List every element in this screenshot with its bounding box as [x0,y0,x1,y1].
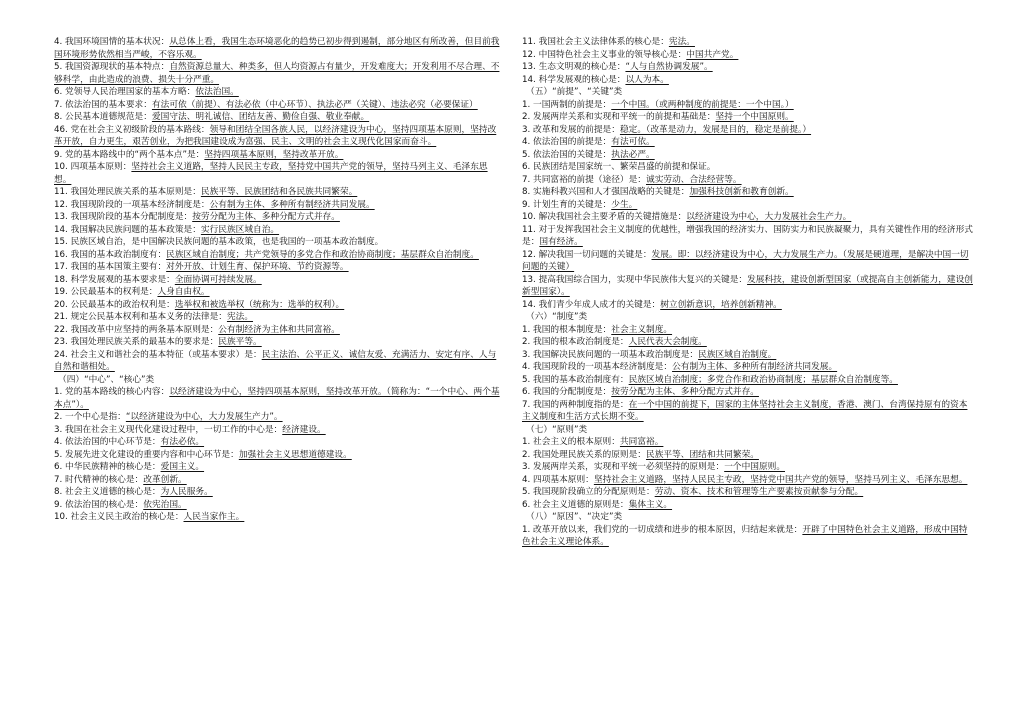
list-item [522,74,974,87]
list-item [54,111,500,124]
item-answer: 人民当家作主。 [183,512,245,522]
list-item [54,186,500,199]
list-item [54,36,500,61]
list-item [522,461,974,474]
item-answer: 发展科技，建设创新型国家（或提高自主创新能力，建设创新型国家）。 [522,274,973,297]
item-label: 11. 我国社会主义法律体系的核心是： [522,37,669,47]
list-item [54,161,500,186]
section-heading: （六）“制度”类 [526,312,588,322]
list-item: 15. 民族区域自治，是中国解决民族问题的基本政策，也是我国的一项基本政治制度。 [54,237,384,247]
item-answer: 诚实劳动、合法经营等。 [646,174,742,185]
item-label: 13. 生态文明观的核心是： [522,62,626,72]
list-item [54,386,500,411]
item-answer: 人民代表大会制度。 [628,337,707,347]
item-answer: 坚持社会主义道路，坚持人民民主专政，坚持党中国共产党的领导，坚持马列主义、毛泽东思想。 [593,474,968,485]
item-label: 6. 中华民族精神的核心是： [54,462,161,472]
item-answer: 坚持四项基本原则，坚持改革开放。 [204,149,344,160]
left-column [54,36,500,524]
list-item [522,211,974,224]
item-label: 2. 我国处理民族关系的原则是： [522,449,646,460]
item-answer: 少生。 [611,199,638,210]
item-answer: 劳动、资本、技术和管理等生产要素按贡献参与分配。 [654,487,864,497]
section-heading: （四）“中心”、“核心”类 [58,374,155,385]
item-label: 5. 我国的基本政治制度有： [522,374,629,385]
list-item [522,36,974,49]
section-heading: （八）“原因”、“决定”类 [526,512,623,522]
item-answer: 民主法治、公平正义、诚信友爱、充满活力、安定有序、人与自然和谐相处。 [54,349,497,372]
list-item [522,199,974,212]
list-item [54,86,500,99]
list-item [54,474,500,487]
item-label: 2. 一个中心是指： [54,412,126,422]
item-answer: 领导和团结全国各族人民，以经济建设为中心，坚持四项基本原则，坚持改革开放，自力更生，艰苦创业，为把我国建设成为富强、民主、文明的社会主义现代化国家而奋斗。 [54,124,497,147]
item-answer: 为人民服务。 [160,487,213,497]
item-answer: 树立创新意识，培养创新精神。 [660,299,782,310]
item-answer: 宪法。 [668,37,695,47]
list-item [54,286,500,299]
list-item [54,486,500,499]
list-item [54,274,500,287]
section-heading: （五）“前提”、“关键”类 [526,87,623,97]
item-label: 9. 依法治国的核心是： [54,499,144,510]
item-label: 7. 时代精神的核心是： [54,474,144,485]
item-answer: 以经济建设为中心，大力发展社会生产力。 [686,212,852,222]
item-answer: 经济建设。 [282,424,326,435]
item-answer: 共同富裕。 [619,437,664,447]
item-answer: “以经济建设为中心，大力发展生产力”。 [125,412,283,422]
list-item [54,424,500,437]
item-answer: 有法可依（前提）、有法必依（中心环节）、执法必严（关键）、违法必究（必要保证） [151,99,478,110]
item-label: 4. 我国现阶段的一项基本经济制度是： [522,362,673,372]
item-label: 12. 解决我国一切问题的关键是： [522,249,652,260]
list-item [522,49,974,62]
item-label: 5. 依法治国的关键是： [522,149,612,160]
item-label: 6. 党领导人民治理国家的基本方略： [54,87,196,97]
item-answer: 民族平等。 [218,337,262,347]
list-item [522,486,974,499]
item-label: 4. 四项基本原则： [522,474,594,485]
item-label: 7. 我国的两种制度指的是： [522,399,629,410]
list-item [54,61,500,86]
item-label: 5. 我国资源现状的基本特点： [54,62,170,72]
list-item [522,61,974,74]
item-answer: 加强科技创新和教育创新。 [689,187,794,197]
item-label: 9. 计划生育的关键是： [522,199,612,210]
right-column [522,36,974,549]
item-label: 3. 我国解决民族问题的一项基本政治制度是： [522,349,699,360]
item-answer: 从总体上看，我国生态环境恶化的趋势已初步得到遏制，部分地区有所改善，但目前我国环境形势依然相当严峻，不容乐观。 [54,37,500,60]
list-item [522,399,974,424]
item-label: 23. 我国处理民族关系的最基本的要求是： [54,337,219,347]
item-label: 5. 发展先进文化建设的重要内容和中心环节是： [54,449,239,460]
item-label: 7. 共同富裕的前提（途径）是： [522,174,646,185]
item-label: 3. 改革和发展的前提是： [522,124,620,135]
list-item [522,274,974,299]
item-answer: 依宪治国。 [143,499,187,510]
item-label: 1. 社会主义的根本原则： [522,437,620,447]
item-answer: 依法治国。 [195,87,239,97]
item-answer: 民族平等、团结和共同繁荣。 [646,449,759,460]
item-answer: 全面协调可持续发展。 [174,274,262,285]
list-item [54,149,500,162]
item-answer: 执法必严。 [611,149,655,160]
list-item [54,449,500,462]
list-item [54,99,500,112]
list-item [522,386,974,399]
item-answer: 社会主义制度。 [611,324,673,335]
item-label: 13. 我国现阶段的基本分配制度是： [54,212,193,222]
item-label: 13. 提高我国综合国力，实现中华民族伟大复兴的关键是： [522,274,748,285]
item-answer: 集体主义。 [628,499,673,510]
list-item [54,261,500,274]
item-answer: 民族区域自治制度；多党合作和政治协商制度；基层群众自治制度等。 [628,374,898,385]
item-answer: 爱国守法、明礼诚信、团结友善、勤俭自强、敬业奉献。 [151,112,370,122]
item-answer: 人身自由权。 [157,287,210,297]
list-item [522,499,974,512]
item-label: 46. 党在社会主义初级阶段的基本路线： [54,124,210,135]
item-answer: 坚持社会主义道路，坚持人民民主专政，坚持党中国共产党的领导，坚持马列主义、毛泽东思想。 [54,162,488,185]
item-answer: 一个中国原则。 [724,462,785,472]
list-item [54,211,500,224]
item-label: 4. 我国环境国情的基本状况： [54,37,170,47]
list-item [54,199,500,212]
list-item [522,99,974,112]
item-label: 14. 我国解决民族问题的基本政策是： [54,224,201,235]
list-item [54,124,500,149]
list-item [522,324,974,337]
list-item [522,449,974,462]
item-label: 16. 我国的基本政治制度有： [54,249,167,260]
list-item [522,436,974,449]
item-label: 1. 改革开放以来，我们党的一切成绩和进步的根本原因，归结起来就是： [522,524,803,535]
item-answer: 有法必依。 [160,437,205,447]
item-answer: 加强社会主义思想道德建设。 [238,449,352,460]
item-answer: 以经济建设为中心，坚持四项基本原则，坚持改革开放。（简称为：“一个中心、两个基本点”）。 [54,387,500,410]
item-answer: 按劳分配为主体、多种分配方式并存。 [611,387,759,397]
item-answer: 稳定。（改革是动力，发展是目的，稳定是前提。） [619,124,812,135]
list-item [54,499,500,512]
list-item [54,436,500,449]
item-answer: 坚持一个中国原则。 [715,112,794,122]
item-label: 6. 我国的分配制度是： [522,387,612,397]
list-item [54,324,500,337]
list-item [522,524,974,549]
item-label: 3. 发展两岸关系，实现和平统一必须坚持的原则是： [522,462,725,472]
item-answer: 爱国主义。 [160,462,205,472]
list-item [522,361,974,374]
item-answer: 以人为本。 [625,74,669,85]
item-label: 3. 我国在社会主义现代化建设过程中，一切工作的中心是： [54,424,283,435]
item-answer: 在一个中国的前提下，国家的主体坚持社会主义制度，香港、澳门、台湾保持原有的资本主义制度和生活方式长期不变。 [522,399,968,422]
item-label: 10. 解决我国社会主要矛盾的关键措施是： [522,212,687,222]
list-item [522,349,974,362]
list-item [522,124,974,137]
item-label: 10. 四项基本原则： [54,162,132,172]
list-item [522,174,974,187]
item-label: 1. 党的基本路线的核心内容： [54,387,170,397]
list-item [522,299,974,312]
item-label: 4. 依法治国的中心环节是： [54,437,161,447]
list-item [54,411,500,424]
list-item [54,461,500,474]
item-label: 11. 我国处理民族关系的基本原则是： [54,187,201,197]
list-item [54,224,500,237]
item-answer: 公有制为主体、多种所有制经济共同发展。 [209,199,375,210]
item-label: 7. 依法治国的基本要求： [54,99,152,110]
item-answer: 一个中国。（或两种制度的前提是：一个中国。） [611,99,794,110]
list-item [522,149,974,162]
item-label: 12. 我国现阶段的一项基本经济制度是： [54,199,210,210]
item-label: 2. 我国的根本政治制度是： [522,337,629,347]
item-answer: 按劳分配为主体、多种分配方式并存。 [192,212,340,222]
item-answer: 选举权和被选举权（统称为：选举的权利）。 [174,299,345,310]
item-answer: 自然资源总量大、种类多，但人均资源占有量少，开发难度大；开发利用不尽合理、不够科学，由此造成的浪费、损失十分严重。 [54,62,500,85]
item-answer: 有法可依。 [611,137,655,147]
list-item [54,349,500,374]
item-label: 8. 实施科教兴国和人才强国战略的关键是： [522,187,690,197]
item-answer: 公有制经济为主体和共同富裕。 [218,324,340,335]
item-label: 4. 依法治国的前提是： [522,137,612,147]
item-answer: 开辟了中国特色社会主义道路，形成中国特色社会主义理论体系。 [522,524,968,547]
list-item [54,249,500,262]
item-label: 12. 中国特色社会主义事业的领导核心是： [522,49,687,60]
item-answer: 公有制为主体、多种所有制经济共同发展。 [672,362,838,372]
item-label: 14. 科学发展观的核心是： [522,74,626,85]
item-label: 10. 社会主义民主政治的核心是： [54,512,184,522]
list-item [54,311,500,324]
item-answer: 民族区域自治制度；共产党领导的多党合作和政治协商制度；基层群众自治制度。 [166,249,479,260]
item-answer: 中国共产党。 [686,49,739,60]
list-item: 6. 民族团结是国家统一、繁荣昌盛的前提和保证。 [522,162,716,172]
item-label: 19. 公民最基本的权利是： [54,287,158,297]
list-item [522,474,974,487]
item-label: 21. 规定公民基本权利和基本义务的法律是： [54,312,227,322]
item-label: 20. 公民最基本的政治权利是： [54,299,175,310]
item-label: 22. 我国改革中应坚持的两条基本原则是： [54,324,219,335]
item-label: 9. 党的基本路线中的“两个基本点”是： [54,149,205,160]
item-label: 17. 我国的基本国策主要有： [54,262,167,272]
list-item [54,299,500,312]
item-label: 14. 我们青少年成人成才的关键是： [522,299,661,310]
section-heading: （七）“原则”类 [526,424,588,435]
list-item [522,336,974,349]
item-label: 24. 社会主义和谐社会的基本特征（或基本要求）是： [54,349,262,360]
item-answer: 民族平等、民族团结和各民族共同繁荣。 [200,187,358,197]
item-label: 8. 公民基本道德规范是： [54,112,152,122]
list-item [522,249,974,274]
item-answer: 对外开放、计划生育、保护环境、节约资源等。 [166,262,349,272]
item-answer: 改革创新。 [143,474,187,485]
list-item [522,136,974,149]
list-item [522,111,974,124]
item-answer: 民族区域自治制度。 [698,349,777,360]
item-label: 5. 我国现阶段确立的分配原则是： [522,487,655,497]
item-label: 2. 发展两岸关系和实现和平统一的前提和基础是： [522,112,716,122]
item-answer: 发展。即：以经济建设为中心，大力发展生产力。（发展是硬道理，是解决中国一切问题的关键） [522,249,969,272]
item-label: 6. 社会主义道德的原则是： [522,499,629,510]
list-item [54,511,500,524]
item-answer: 宪法。 [226,312,254,322]
item-answer: 国有经济。 [539,237,583,247]
item-label: 11. 对于发挥我国社会主义制度的优越性，增强我国的经济实力、国防实力和民族凝聚力，具有关键性作用的经济形式是： [522,224,973,247]
item-label: 18. 科学发展观的基本要求是： [54,274,175,285]
list-item [522,186,974,199]
item-label: 1. 我国的根本制度是： [522,324,612,335]
item-answer: 实行民族区域自治。 [200,224,280,235]
list-item [54,336,500,349]
list-item [522,224,974,249]
item-label: 1. 一国两制的前提是： [522,99,612,110]
list-item [522,374,974,387]
item-label: 8. 社会主义道德的核心是： [54,487,161,497]
item-answer: “人与自然协调发展”。 [625,62,713,72]
